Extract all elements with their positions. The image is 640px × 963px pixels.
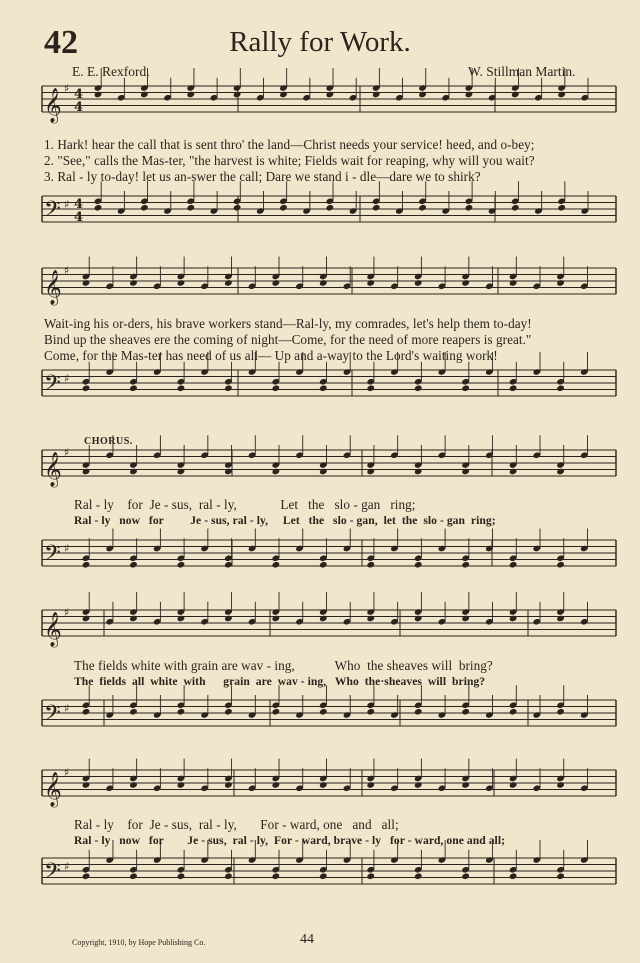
note-head — [82, 561, 91, 569]
verse-2-line-1: 2. "See," calls the Mas-ter, "the harvest is white; Fields wait for reaping, why will you wait? — [44, 153, 535, 168]
bass-clef-icon: 𝄢 — [44, 859, 61, 889]
note-head — [418, 204, 427, 212]
note-head — [319, 615, 328, 623]
note-head — [418, 91, 427, 99]
note-head — [366, 279, 375, 287]
note-head — [461, 561, 470, 569]
note-head — [177, 279, 186, 287]
note-head — [177, 384, 186, 392]
note-head — [366, 781, 375, 789]
sharp-icon: ♯ — [64, 766, 70, 779]
note-head — [233, 91, 242, 99]
note-head — [82, 468, 91, 476]
note-head — [177, 872, 186, 880]
copyright-notice: Copyright, 1910, by Hope Publishing Co. — [72, 938, 206, 947]
time-signature-top: 4 — [74, 87, 84, 102]
note-head — [177, 708, 186, 716]
note-head — [319, 781, 328, 789]
note-head — [557, 204, 566, 212]
note-head — [414, 468, 423, 476]
note-head — [272, 781, 281, 789]
note-head — [461, 384, 470, 392]
note-head — [233, 204, 242, 212]
sharp-icon: ♯ — [64, 446, 70, 459]
note-head — [94, 204, 103, 212]
note-head — [94, 91, 103, 99]
note-head — [272, 708, 281, 716]
note-head — [326, 204, 335, 212]
hymn-title: Rally for Work. — [229, 26, 411, 58]
sharp-icon: ♯ — [64, 82, 70, 95]
note-head — [556, 615, 565, 623]
bass-clef-icon: 𝄢 — [44, 541, 61, 571]
note-head — [366, 872, 375, 880]
chorus-1-bass-lyric: Ral - ly now for Je - sus, ral - ly, Let the slo - gan, let the slo - gan ring; — [74, 514, 496, 527]
note-head — [272, 561, 281, 569]
note-head — [556, 384, 565, 392]
note-head — [414, 708, 423, 716]
note-head — [465, 204, 474, 212]
note-head — [82, 872, 91, 880]
treble-clef-icon: 𝄞 — [44, 612, 62, 647]
chorus-label: CHORUS. — [84, 436, 133, 447]
note-head — [461, 781, 470, 789]
verse-1-line-1: 1. Hark! hear the call that is sent thro' the land—Christ needs your service! heed, and o-bey; — [44, 137, 535, 152]
note-head — [186, 91, 195, 99]
note-head — [509, 615, 518, 623]
note-head — [82, 708, 91, 716]
note-head — [366, 615, 375, 623]
note-head — [129, 781, 138, 789]
note-head — [186, 204, 195, 212]
composer: W. Stillman Martin. — [468, 64, 576, 79]
note-head — [556, 561, 565, 569]
note-head — [224, 615, 233, 623]
bass-clef-icon: 𝄢 — [44, 197, 61, 227]
note-head — [82, 615, 91, 623]
bass-clef-icon: 𝄢 — [44, 701, 61, 731]
note-head — [224, 279, 233, 287]
note-head — [465, 91, 474, 99]
note-head — [509, 708, 518, 716]
time-signature-top: 4 — [74, 197, 84, 212]
note-head — [129, 384, 138, 392]
chorus-3-soprano-lyric: Ral - ly for Je - sus, ral - ly, For - ward, one and all; — [74, 817, 399, 832]
note-head — [556, 781, 565, 789]
note-head — [319, 279, 328, 287]
note-head — [414, 781, 423, 789]
note-head — [414, 615, 423, 623]
chorus-2-soprano-lyric: The fields white with grain are wav - ing, Who the sheaves will bring? — [74, 658, 493, 673]
note-head — [372, 204, 381, 212]
note-head — [129, 872, 138, 880]
note-head — [511, 91, 520, 99]
note-head — [326, 91, 335, 99]
note-head — [461, 615, 470, 623]
note-head — [177, 468, 186, 476]
note-head — [272, 468, 281, 476]
note-head — [509, 872, 518, 880]
treble-clef-icon: 𝄞 — [44, 88, 62, 123]
note-head — [366, 561, 375, 569]
note-head — [461, 279, 470, 287]
note-head — [224, 561, 233, 569]
note-head — [557, 91, 566, 99]
time-signature-bottom: 4 — [74, 100, 84, 115]
note-head — [372, 91, 381, 99]
note-head — [461, 708, 470, 716]
note-head — [366, 384, 375, 392]
note-head — [556, 468, 565, 476]
verse-1-line-2: Wait-ing his or-ders, his brave workers stand—Ral-ly, my comrades, let's help them to-day! — [44, 316, 532, 331]
note-head — [129, 468, 138, 476]
note-head — [556, 279, 565, 287]
verse-3-line-1: 3. Ral - ly to-day! let us an-swer the call; Dare we stand i - dle—dare we to shirk? — [44, 169, 481, 184]
note-head — [177, 781, 186, 789]
note-head — [82, 279, 91, 287]
note-head — [224, 468, 233, 476]
note-head — [461, 872, 470, 880]
sharp-icon: ♯ — [64, 264, 70, 277]
chorus-1-soprano-lyric: Ral - ly for Je - sus, ral - ly, Let the slo - gan ring; — [74, 497, 416, 512]
note-head — [319, 561, 328, 569]
note-head — [224, 781, 233, 789]
sharp-icon: ♯ — [64, 198, 70, 211]
treble-clef-icon: 𝄞 — [44, 270, 62, 305]
verse-3-line-2: Come, for the Mas-ter has need of us all— Up and a-way to the Lord's waiting work! — [44, 348, 498, 363]
bass-clef-icon: 𝄢 — [44, 371, 61, 401]
note-head — [279, 91, 288, 99]
note-head — [279, 204, 288, 212]
note-head — [319, 708, 328, 716]
note-head — [129, 615, 138, 623]
note-head — [177, 561, 186, 569]
note-head — [272, 279, 281, 287]
note-head — [509, 561, 518, 569]
sharp-icon: ♯ — [64, 372, 70, 385]
treble-clef-icon: 𝄞 — [44, 452, 62, 487]
note-head — [509, 468, 518, 476]
note-head — [82, 384, 91, 392]
chorus-2-bass-lyric: The fields all white with grain are wav - ing, Who the·sheaves will bring? — [74, 675, 486, 688]
sharp-icon: ♯ — [64, 542, 70, 555]
note-head — [140, 204, 149, 212]
hymn-number: 42 — [44, 24, 78, 61]
note-head — [272, 384, 281, 392]
note-head — [177, 615, 186, 623]
note-head — [556, 872, 565, 880]
note-head — [129, 708, 138, 716]
note-head — [319, 872, 328, 880]
note-head — [414, 561, 423, 569]
sharp-icon: ♯ — [64, 606, 70, 619]
note-head — [272, 615, 281, 623]
lyricist: E. E. Rexford. — [72, 64, 150, 79]
note-head — [509, 781, 518, 789]
note-head — [509, 384, 518, 392]
note-head — [511, 204, 520, 212]
chorus-3-bass-lyric: Ral - ly now for Je - sus, ral - ly, For - ward, brave - ly for - ward, one and all; — [74, 834, 505, 847]
note-head — [224, 872, 233, 880]
note-head — [414, 279, 423, 287]
note-head — [556, 708, 565, 716]
sharp-icon: ♯ — [64, 860, 70, 873]
treble-clef-icon: 𝄞 — [44, 772, 62, 807]
note-head — [319, 384, 328, 392]
note-head — [129, 561, 138, 569]
note-head — [129, 279, 138, 287]
note-head — [224, 708, 233, 716]
verse-2-line-2: Bind up the sheaves ere the coming of night—Come, for the need of more reapers is great." — [44, 332, 532, 347]
note-head — [366, 708, 375, 716]
note-head — [366, 468, 375, 476]
note-head — [319, 468, 328, 476]
page-number: 44 — [300, 932, 314, 947]
note-head — [140, 91, 149, 99]
note-head — [509, 279, 518, 287]
note-head — [224, 384, 233, 392]
note-head — [82, 781, 91, 789]
note-head — [414, 872, 423, 880]
note-head — [414, 384, 423, 392]
sharp-icon: ♯ — [64, 702, 70, 715]
note-head — [461, 468, 470, 476]
time-signature-bottom: 4 — [74, 210, 84, 225]
note-head — [272, 872, 281, 880]
